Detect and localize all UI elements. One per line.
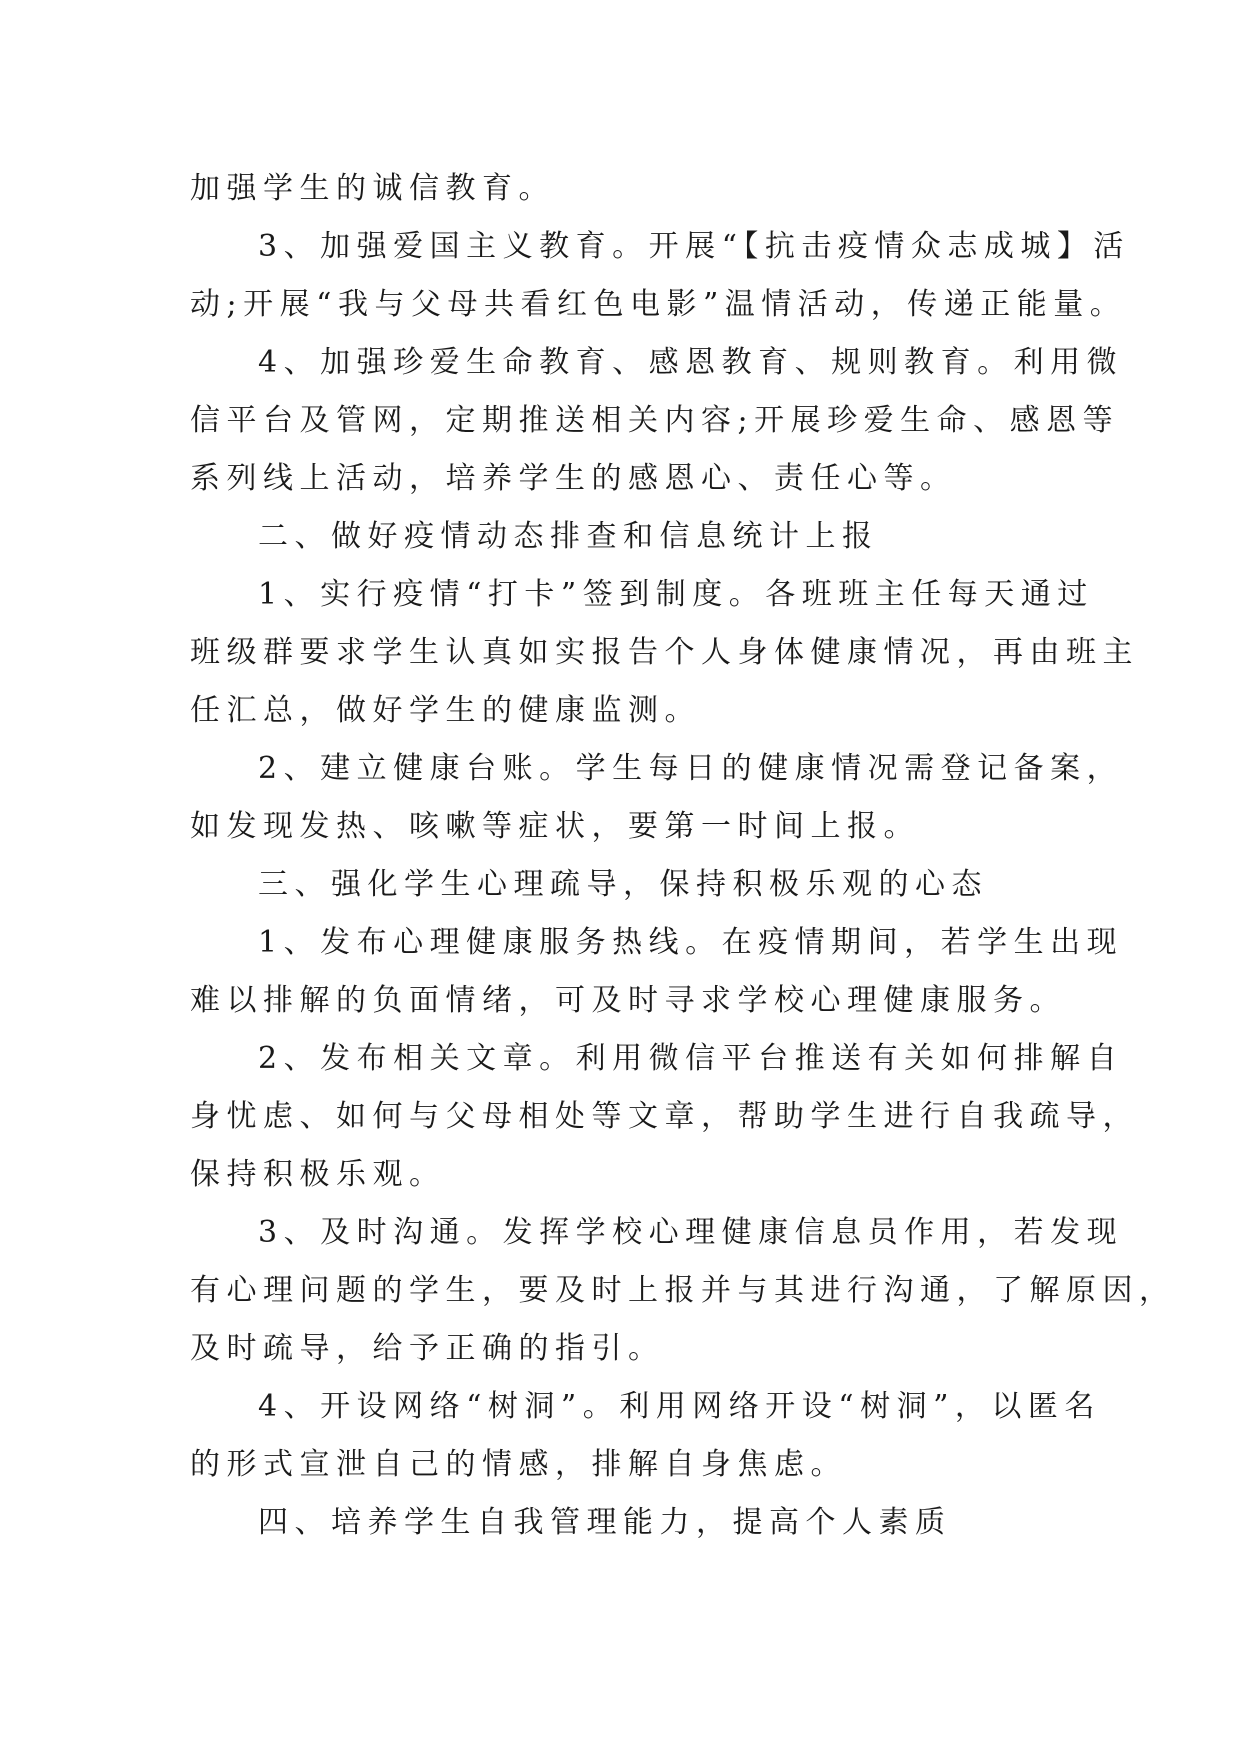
text-line: 2、发布相关文章。利用微信平台推送有关如何排解自 — [258, 1041, 1124, 1076]
text-line: 如发现发热、咳嗽等症状，要第一时间上报。 — [190, 809, 920, 844]
text-line: 1、实行疫情“打卡”签到制度。各班班主任每天通过 — [258, 577, 1094, 612]
text-line: 系列线上活动，培养学生的感恩心、责任心等。 — [190, 461, 957, 496]
text-line: 2、建立健康台账。学生每日的健康情况需登记备案， — [258, 751, 1124, 786]
text-line: 保持积极乐观。 — [190, 1157, 446, 1192]
text-line: 及时疏导，给予正确的指引。 — [190, 1331, 665, 1366]
text-line: 加强学生的诚信教育。 — [190, 171, 555, 206]
text-line: 3、加强爱国主义教育。开展“【抗击疫情众志成城】活 — [258, 229, 1130, 264]
text-line: 身忧虑、如何与父母相处等文章，帮助学生进行自我疏导， — [190, 1099, 1139, 1134]
section-heading: 二、做好疫情动态排查和信息统计上报 — [258, 519, 879, 554]
text-line: 动;开展“我与父母共看红色电影”温情活动，传递正能量。 — [190, 287, 1127, 322]
text-line: 有心理问题的学生，要及时上报并与其进行沟通，了解原因， — [190, 1273, 1176, 1308]
text-line: 难以排解的负面情绪，可及时寻求学校心理健康服务。 — [190, 983, 1066, 1018]
document-body — [190, 160, 1176, 1552]
text-line: 的形式宣泄自己的情感，排解自身焦虑。 — [190, 1447, 847, 1482]
text-line: 任汇总，做好学生的健康监测。 — [190, 693, 701, 728]
section-heading: 四、培养学生自我管理能力，提高个人素质 — [258, 1505, 952, 1540]
section-heading: 三、强化学生心理疏导，保持积极乐观的心态 — [258, 867, 988, 902]
text-line: 信平台及管网，定期推送相关内容;开展珍爱生命、感恩等 — [190, 403, 1120, 438]
text-line: 3、及时沟通。发挥学校心理健康信息员作用，若发现 — [258, 1215, 1124, 1250]
text-line: 4、加强珍爱生命教育、感恩教育、规则教育。利用微 — [258, 345, 1124, 380]
text-line: 1、发布心理健康服务热线。在疫情期间，若学生出现 — [258, 925, 1124, 960]
text-line: 班级群要求学生认真如实报告个人身体健康情况，再由班主 — [190, 635, 1139, 670]
text-line: 4、开设网络“树洞”。利用网络开设“树洞”，以匿名 — [258, 1389, 1101, 1424]
